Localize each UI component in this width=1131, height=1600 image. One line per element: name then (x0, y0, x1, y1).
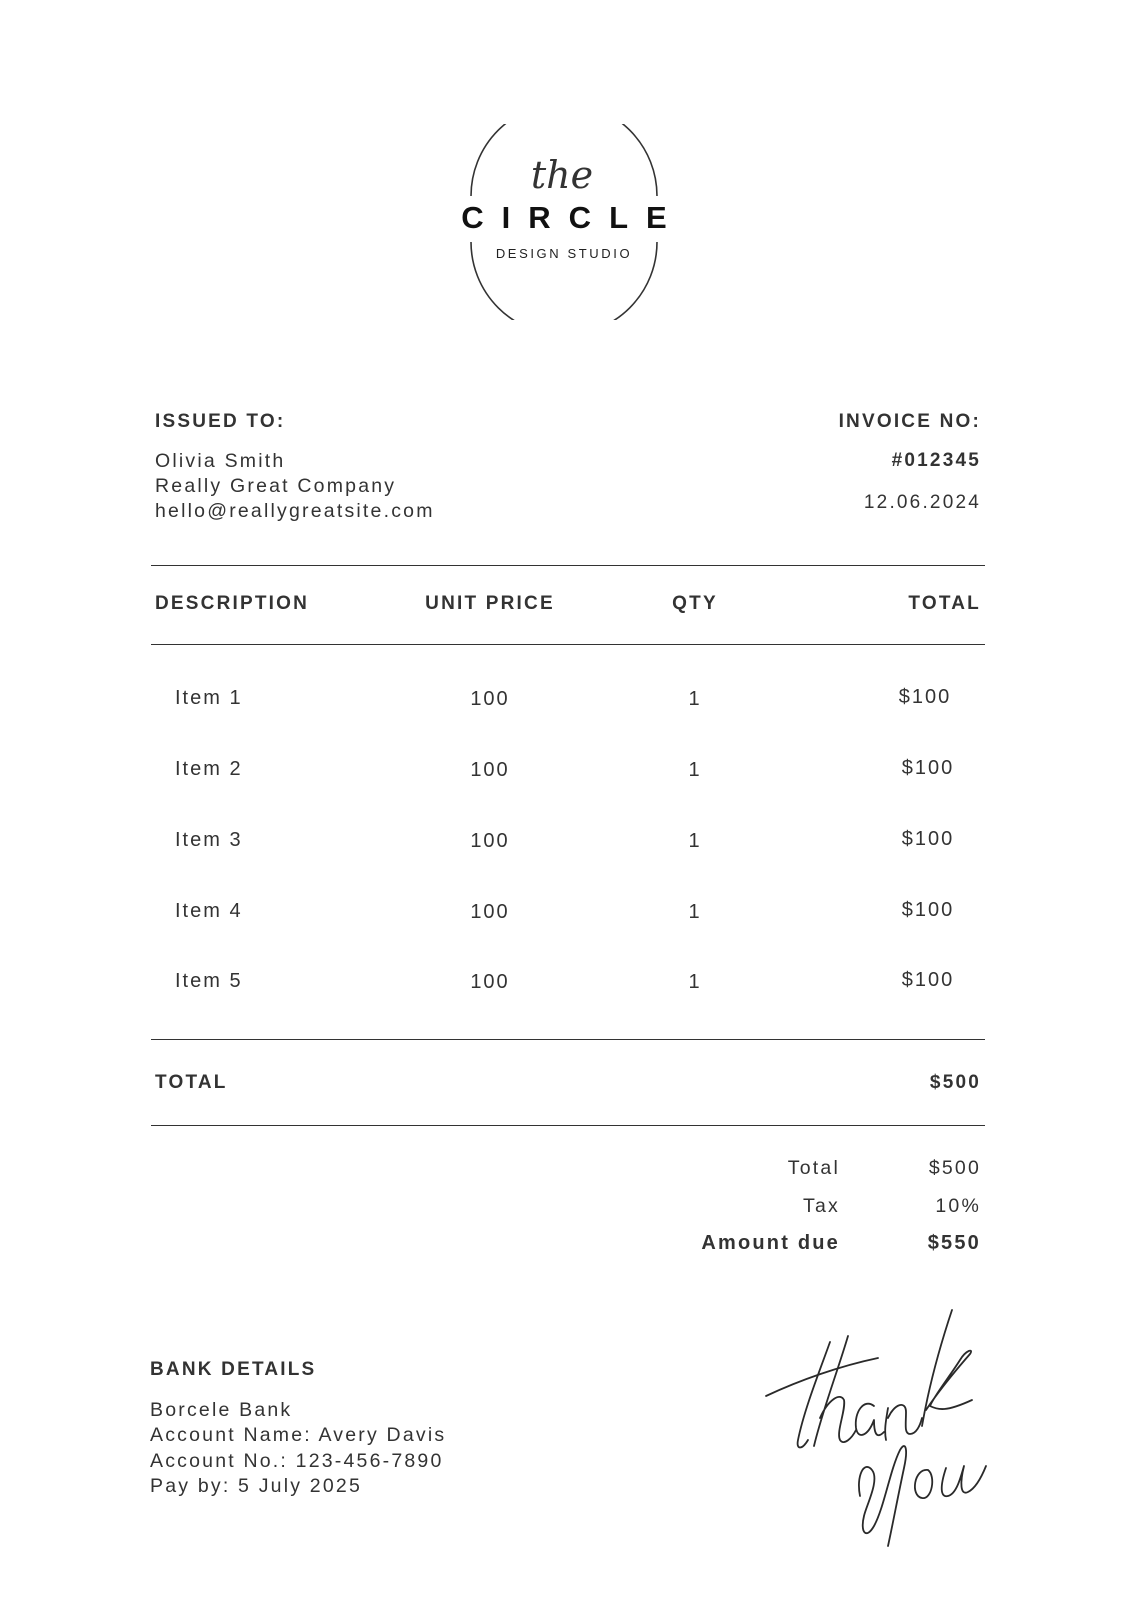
col-header-total: TOTAL (908, 593, 981, 614)
summary-due-value: $550 (927, 1232, 981, 1254)
table-top-rule (151, 565, 985, 566)
table-total-top-rule (151, 1039, 985, 1040)
logo-tagline: DESIGN STUDIO (495, 246, 633, 261)
invoice-number: #012345 (891, 450, 981, 471)
invoice-no-heading: INVOICE NO: (838, 411, 981, 432)
row-qty: 1 (688, 688, 702, 710)
summary-tax-label: Tax (803, 1195, 840, 1217)
col-header-qty: QTY (672, 593, 718, 614)
table-total-bottom-rule (151, 1125, 985, 1126)
row-unit-price: 100 (470, 901, 510, 923)
col-header-description: DESCRIPTION (155, 593, 310, 614)
row-unit-price: 100 (470, 830, 510, 852)
client-name: Olivia Smith (155, 450, 286, 472)
row-description: Item 4 (175, 900, 243, 922)
row-total: $100 (898, 686, 952, 708)
row-description: Item 5 (175, 970, 243, 992)
summary-total-value: $500 (928, 1157, 981, 1179)
row-qty: 1 (688, 759, 702, 781)
row-description: Item 1 (175, 687, 243, 709)
client-company: Really Great Company (155, 475, 397, 497)
summary-total-label: Total (787, 1157, 840, 1179)
table-header-rule (151, 644, 985, 645)
row-description: Item 3 (175, 829, 243, 851)
bank-account-name: Account Name: Avery Davis (150, 1424, 447, 1446)
studio-logo (461, 124, 685, 320)
logo-script-word: the (530, 153, 594, 197)
row-unit-price: 100 (470, 971, 510, 993)
row-total: $100 (901, 969, 955, 991)
thank-you-signature-graphic (760, 1300, 1000, 1550)
invoice-date: 12.06.2024 (863, 492, 981, 513)
thank-you-script (760, 1300, 1000, 1550)
table-total-value: $500 (929, 1072, 981, 1093)
row-unit-price: 100 (470, 759, 510, 781)
row-total: $100 (901, 899, 955, 921)
row-unit-price: 100 (470, 688, 510, 710)
bank-account-no: Account No.: 123-456-7890 (150, 1450, 444, 1472)
row-total: $100 (901, 757, 955, 779)
summary-tax-value: 10% (935, 1195, 981, 1217)
client-email: hello@reallygreatsite.com (155, 500, 435, 522)
logo-name: CIRCLE (461, 200, 685, 235)
issued-to-heading: ISSUED TO: (155, 411, 286, 432)
summary-due-label: Amount due (701, 1232, 840, 1254)
bank-pay-by: Pay by: 5 July 2025 (150, 1475, 362, 1497)
row-qty: 1 (688, 901, 702, 923)
bank-details-heading: BANK DETAILS (150, 1359, 317, 1380)
row-qty: 1 (688, 971, 702, 993)
row-qty: 1 (688, 830, 702, 852)
table-total-label: TOTAL (155, 1072, 228, 1093)
col-header-unit-price: UNIT PRICE (425, 593, 555, 614)
row-total: $100 (901, 828, 955, 850)
bank-name: Borcele Bank (150, 1399, 293, 1421)
row-description: Item 2 (175, 758, 243, 780)
